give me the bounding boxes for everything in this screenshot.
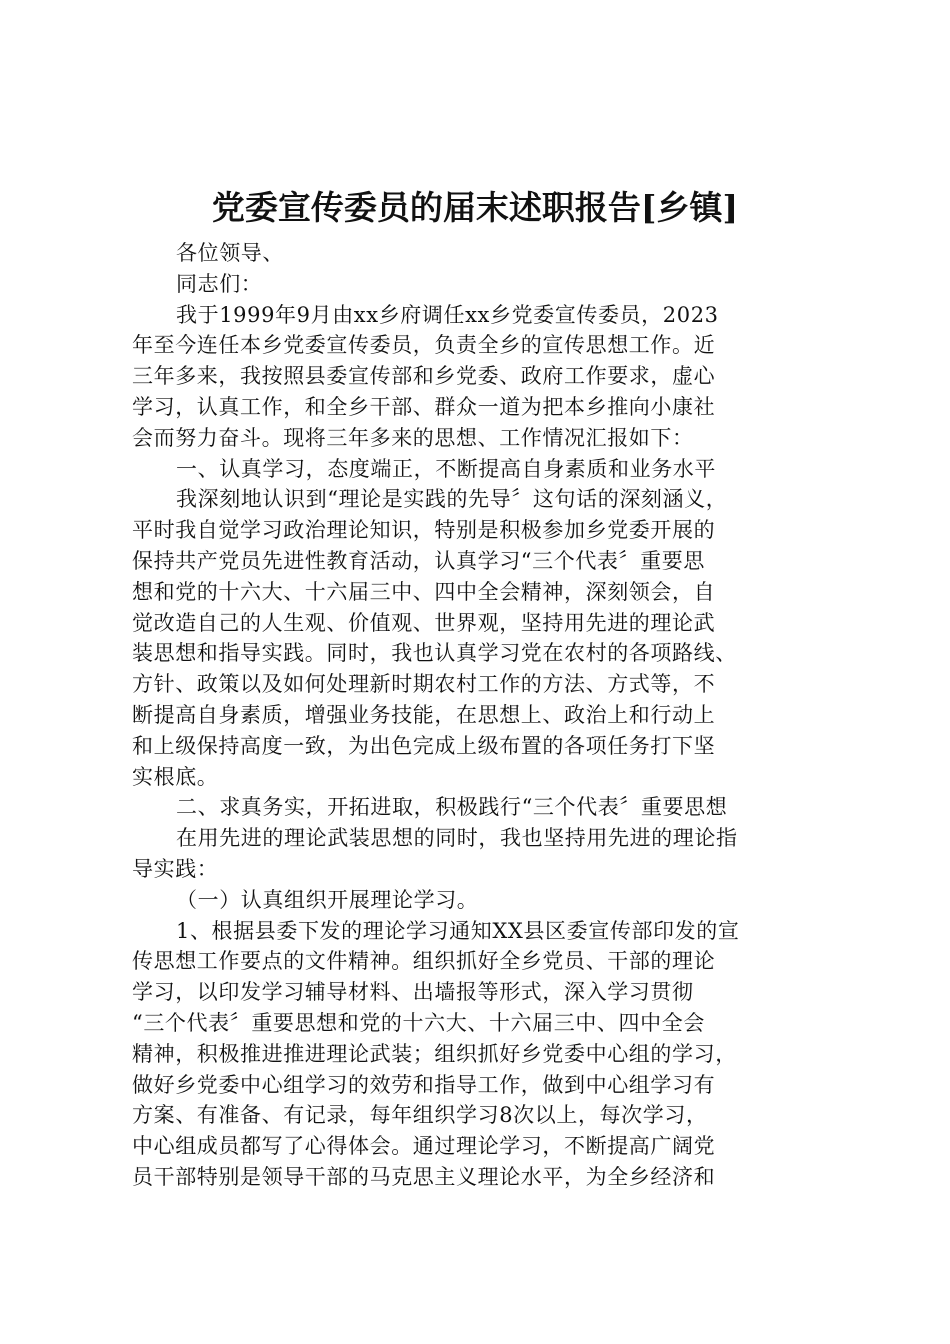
text-line: 保持共产党员先进性教育活动，认真学习“三个代表〞重要思 [132,548,705,573]
text-line: 导实践： [132,856,219,881]
text-line: 方案、有准备、有记录，每年组织学习8次以上，每次学习， [132,1103,708,1128]
text-line: 平时我自觉学习政治理论知识，特别是积极参加乡党委开展的 [132,518,716,543]
text-line: 学习，认真工作，和全乡干部、群众一道为把本乡推向小康社 [132,394,716,419]
text-line: 一、认真学习，态度端正，不断提高自身素质和业务水平 [176,456,716,481]
text-line: 做好乡党委中心组学习的效劳和指导工作，做到中心组学习有 [132,1072,716,1097]
text-line: 实根底。 [132,764,219,789]
document-title: 党委宣传委员的届末述职报告[乡镇] [211,188,739,227]
text-line: 想和党的十六大、十六届三中、四中全会精神，深刻领会，自 [132,579,716,604]
text-line: 年至今连任本乡党委宣传委员，负责全乡的宣传思想工作。近 [132,333,716,358]
text-line: 中心组成员都写了心得体会。通过理论学习，不断提高广阔党 [132,1134,716,1159]
text-line: 方针、政策以及如何处理新时期农村工作的方法、方式等，不 [132,672,716,697]
text-line: 二、求真务实，开拓进取，积极践行“三个代表〞重要思想 [176,795,728,820]
text-line: 装思想和指导实践。同时，我也认真学习党在农村的各项路线、 [132,641,737,666]
text-line: 会而努力奋斗。现将三年多来的思想、工作情况汇报如下： [132,425,694,450]
text-line: 员干部特别是领导干部的马克思主义理论水平，为全乡经济和 [132,1164,716,1189]
text-line: 三年多来，我按照县委宣传部和乡党委、政府工作要求，虚心 [132,364,716,389]
text-line: 1、根据县委下发的理论学习通知XX县区委宣传部印发的宣 [176,918,740,943]
text-line: 传思想工作要点的文件精神。组织抓好全乡党员、干部的理论 [132,949,716,974]
text-line: 学习，以印发学习辅导材料、出墙报等形式，深入学习贯彻 [132,980,694,1005]
text-line: （一）认真组织开展理论学习。 [176,887,479,912]
text-line: 精神，积极推进推进理论武装；组织抓好乡党委中心组的学习， [132,1041,737,1066]
document-body [132,238,838,1193]
text-line: 觉改造自己的人生观、价值观、世界观，坚持用先进的理论武 [132,610,716,635]
text-line: 我于1999年9月由xx乡府调任xx乡党委宣传委员，2023 [176,302,719,327]
text-line: “三个代表〞重要思想和党的十六大、十六届三中、四中全会 [132,1010,705,1035]
text-line: 在用先进的理论武装思想的同时，我也坚持用先进的理论指 [176,826,738,851]
text-line: 各位领导、 [176,241,284,265]
text-line: 断提高自身素质，增强业务技能，在思想上、政治上和行动上 [132,702,716,727]
text-line: 和上级保持高度一致，为出色完成上级布置的各项任务打下坚 [132,733,716,758]
text-line: 同志们： [176,271,263,296]
text-line: 我深刻地认识到“理论是实践的先导〞这句话的深刻涵义， [176,487,728,512]
